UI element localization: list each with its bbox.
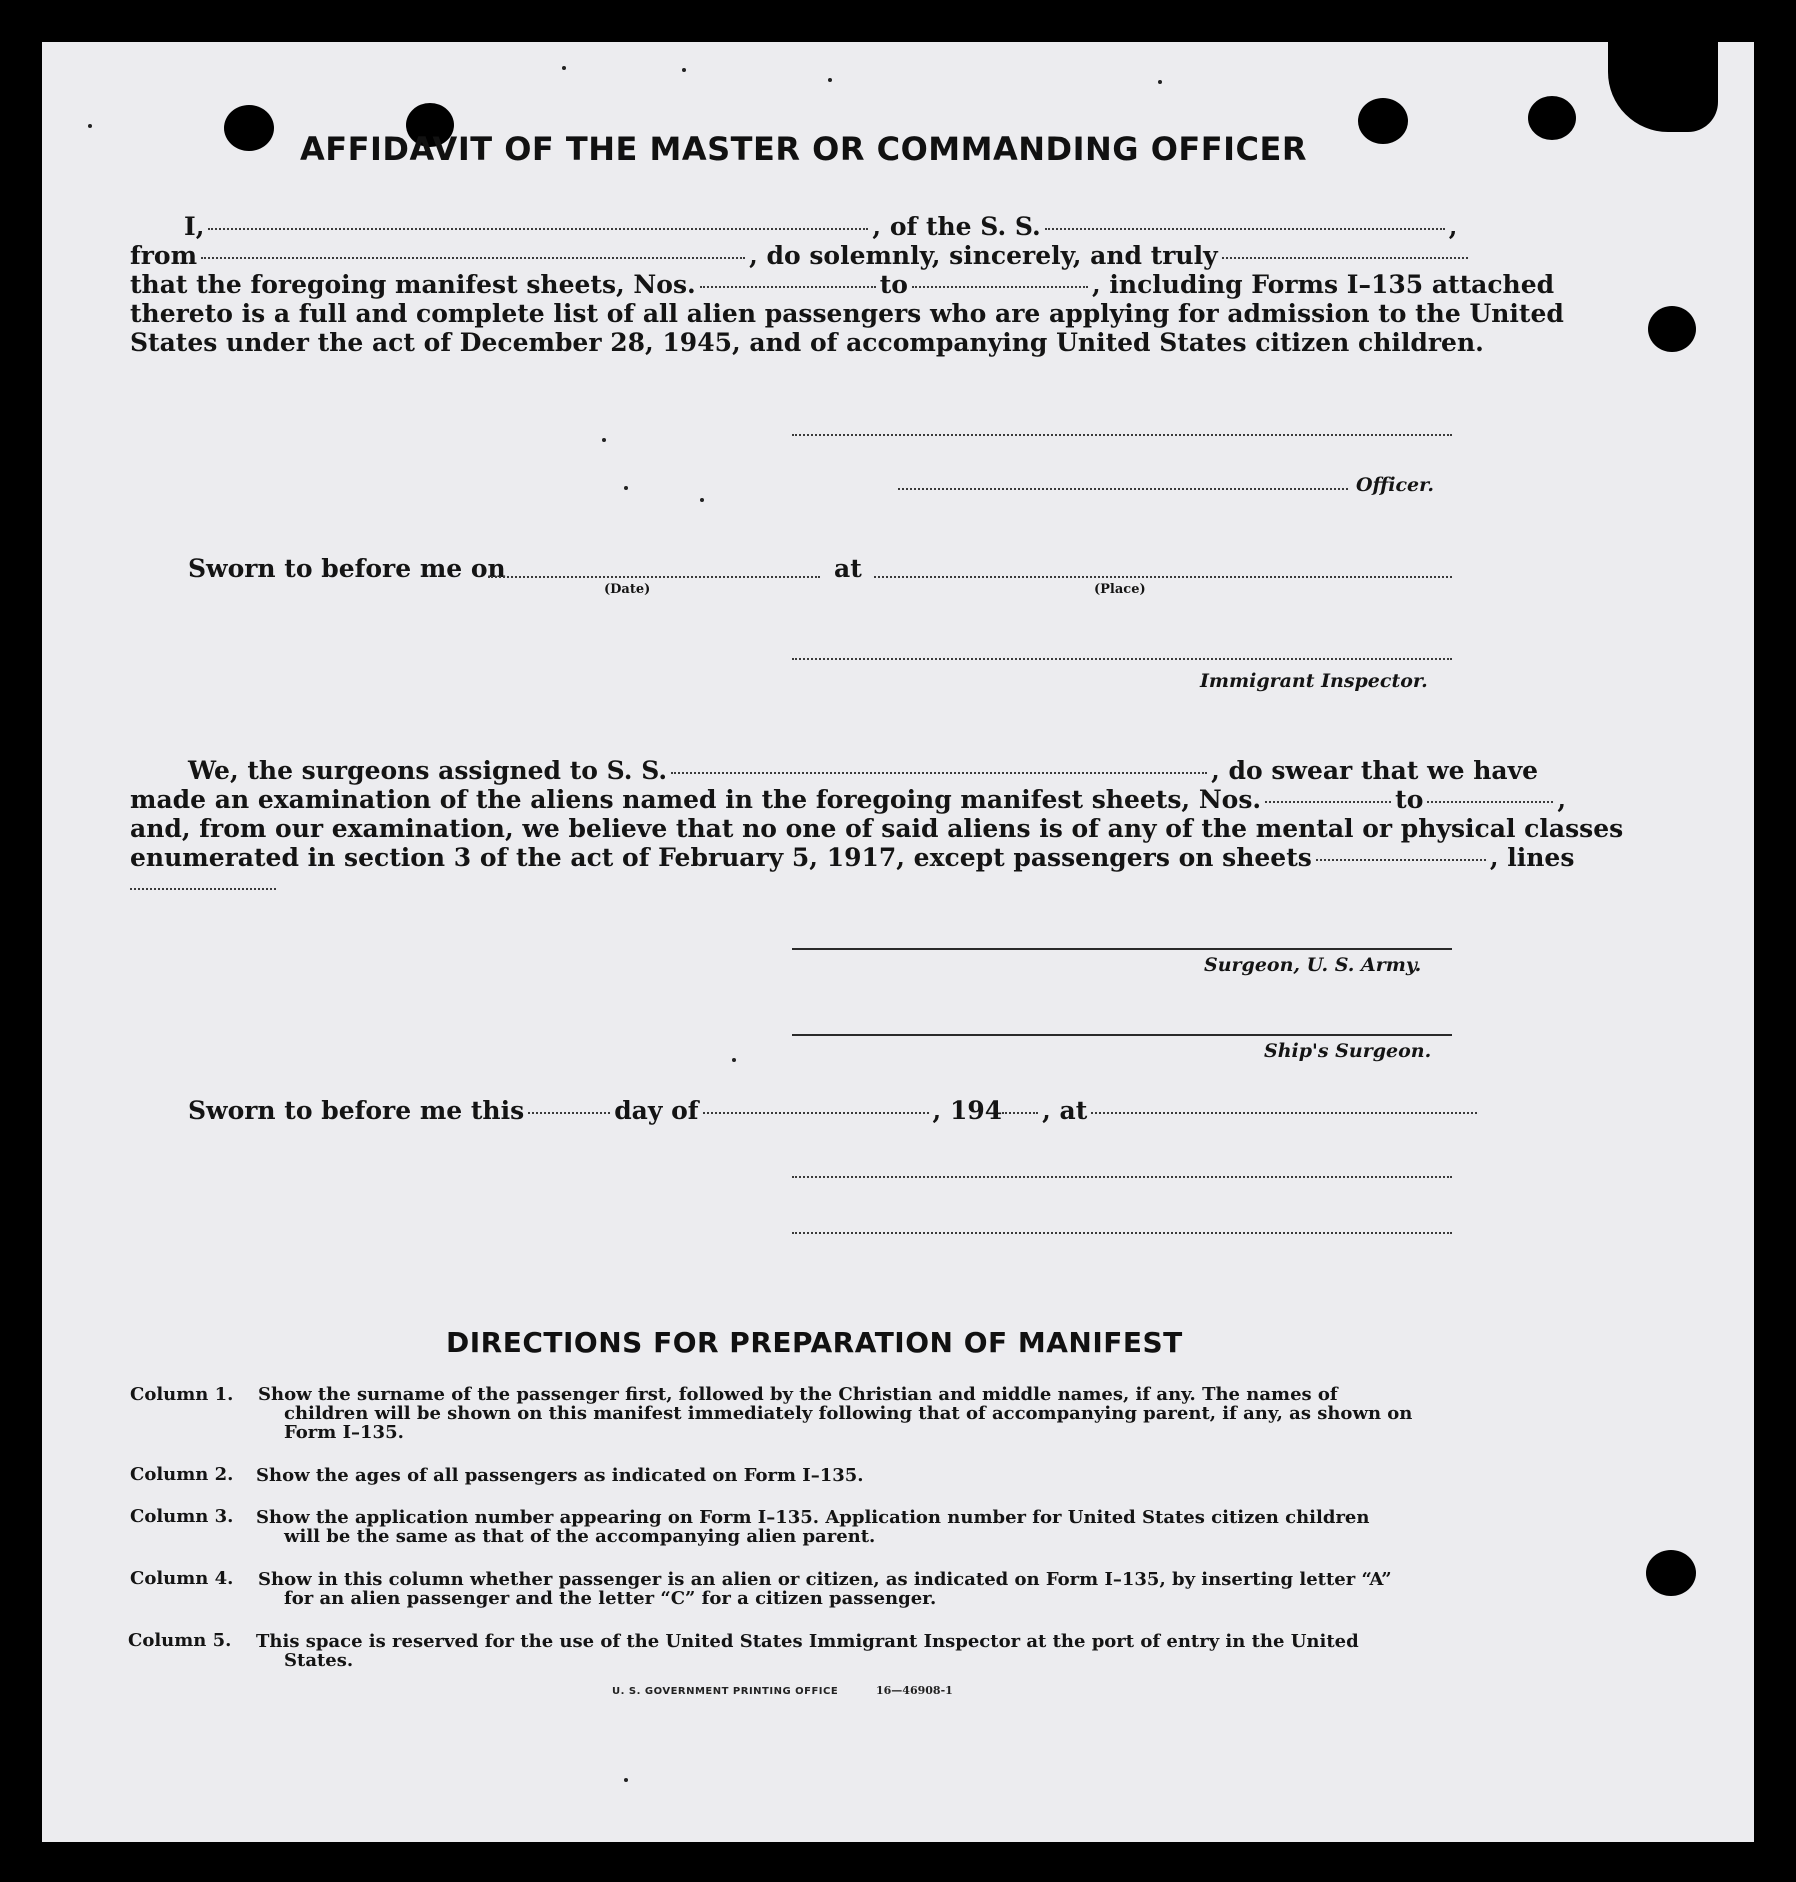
affidavit-line-4: thereto is a full and complete list of all alien passengers who are applying for admission to the United <box>130 299 1564 328</box>
document-page <box>42 42 1754 1842</box>
date-field <box>488 576 820 578</box>
speck <box>624 1778 628 1782</box>
place-field <box>874 576 1452 578</box>
punch-hole <box>1646 1550 1696 1596</box>
column-5-label: Column 5. <box>128 1630 232 1651</box>
speck <box>700 498 704 502</box>
date-caption: (Date) <box>604 582 651 597</box>
lines-field <box>130 888 276 890</box>
torn-corner <box>1608 42 1718 132</box>
signature-line <box>792 1176 1452 1178</box>
affidavit-line-3: that the foregoing manifest sheets, Nos. to , including Forms I–135 attached <box>130 270 1555 299</box>
army-surgeon-label: Surgeon, U. S. Army. <box>1204 954 1422 976</box>
column-4-label: Column 4. <box>130 1568 234 1589</box>
affidavit-line-2: from , do solemnly, sincerely, and truly <box>130 241 1472 270</box>
form-number: 16—46908-1 <box>876 1684 953 1697</box>
place-caption: (Place) <box>1094 582 1146 597</box>
inspector-signature-line <box>792 658 1452 660</box>
column-4-text: Show in this column whether passenger is an alien or citizen, as indicated on Form I–135, by inserting letter “A” for an alien passenger and the letter “C” for a citizen passenger. <box>258 1569 1392 1609</box>
affidavit-title: AFFIDAVIT OF THE MASTER OR COMMANDING OFFICER <box>300 130 1307 168</box>
sworn-at: at <box>834 554 862 583</box>
surgeons-line-4: enumerated in section 3 of the act of February 5, 1917, except passengers on sheets , lines <box>130 843 1575 872</box>
surgeons-line-2: made an examination of the aliens named in the foregoing manifest sheets, Nos. to , <box>130 785 1567 814</box>
speck <box>562 66 566 70</box>
punch-hole <box>1528 96 1576 140</box>
surgeons-line-1: We, the surgeons assigned to S. S. , do swear that we have <box>188 756 1539 785</box>
affidavit-line-5: States under the act of December 28, 1945, and of accompanying United States citizen children. <box>130 328 1484 357</box>
ship-surgeon-signature-line <box>792 1034 1452 1036</box>
officer-label: Officer. <box>1356 474 1435 496</box>
army-surgeon-signature-line <box>792 948 1452 950</box>
column-3-text: Show the application number appearing on Form I–135. Application number for United States citizen children will be the same as that of the accompanying alien parent. <box>256 1507 1370 1547</box>
punch-hole <box>224 105 274 151</box>
column-2-text: Show the ages of all passengers as indicated on Form I–135. <box>256 1465 864 1486</box>
officer-signature-line <box>898 488 1348 490</box>
inspector-label: Immigrant Inspector. <box>1200 670 1428 692</box>
affidavit-line-1: I, , of the S. S. , <box>184 212 1458 241</box>
speck <box>1158 80 1162 84</box>
column-3-label: Column 3. <box>130 1506 234 1527</box>
speck <box>624 486 628 490</box>
speck <box>88 124 92 128</box>
ship-surgeon-label: Ship's Surgeon. <box>1264 1040 1432 1062</box>
surgeons-line-3: and, from our examination, we believe that no one of said aliens is of any of the mental or physical classes <box>130 814 1624 843</box>
speck <box>682 68 686 72</box>
column-1-label: Column 1. <box>130 1384 234 1405</box>
directions-title: DIRECTIONS FOR PREPARATION OF MANIFEST <box>446 1326 1183 1359</box>
speck <box>732 1058 736 1062</box>
punch-hole <box>1358 98 1408 144</box>
sworn-text: Sworn to before me on <box>188 554 506 583</box>
printer-imprint: U. S. GOVERNMENT PRINTING OFFICE <box>612 1686 839 1697</box>
signature-line <box>792 1232 1452 1234</box>
speck <box>602 438 606 442</box>
speck <box>828 78 832 82</box>
column-5-text: This space is reserved for the use of the United States Immigrant Inspector at the port of entry in the United States. <box>256 1631 1359 1671</box>
column-1-text: Show the surname of the passenger first, followed by the Christian and middle names, if any. The names of children will be shown on this manifest immediately following that of accompanying parent, if any, as shown on Form I–135. <box>258 1384 1413 1443</box>
punch-hole <box>1648 306 1696 352</box>
column-2-label: Column 2. <box>130 1464 234 1485</box>
signature-line <box>792 434 1452 436</box>
sworn-this-line: Sworn to before me this day of , 194 , at <box>188 1096 1481 1125</box>
